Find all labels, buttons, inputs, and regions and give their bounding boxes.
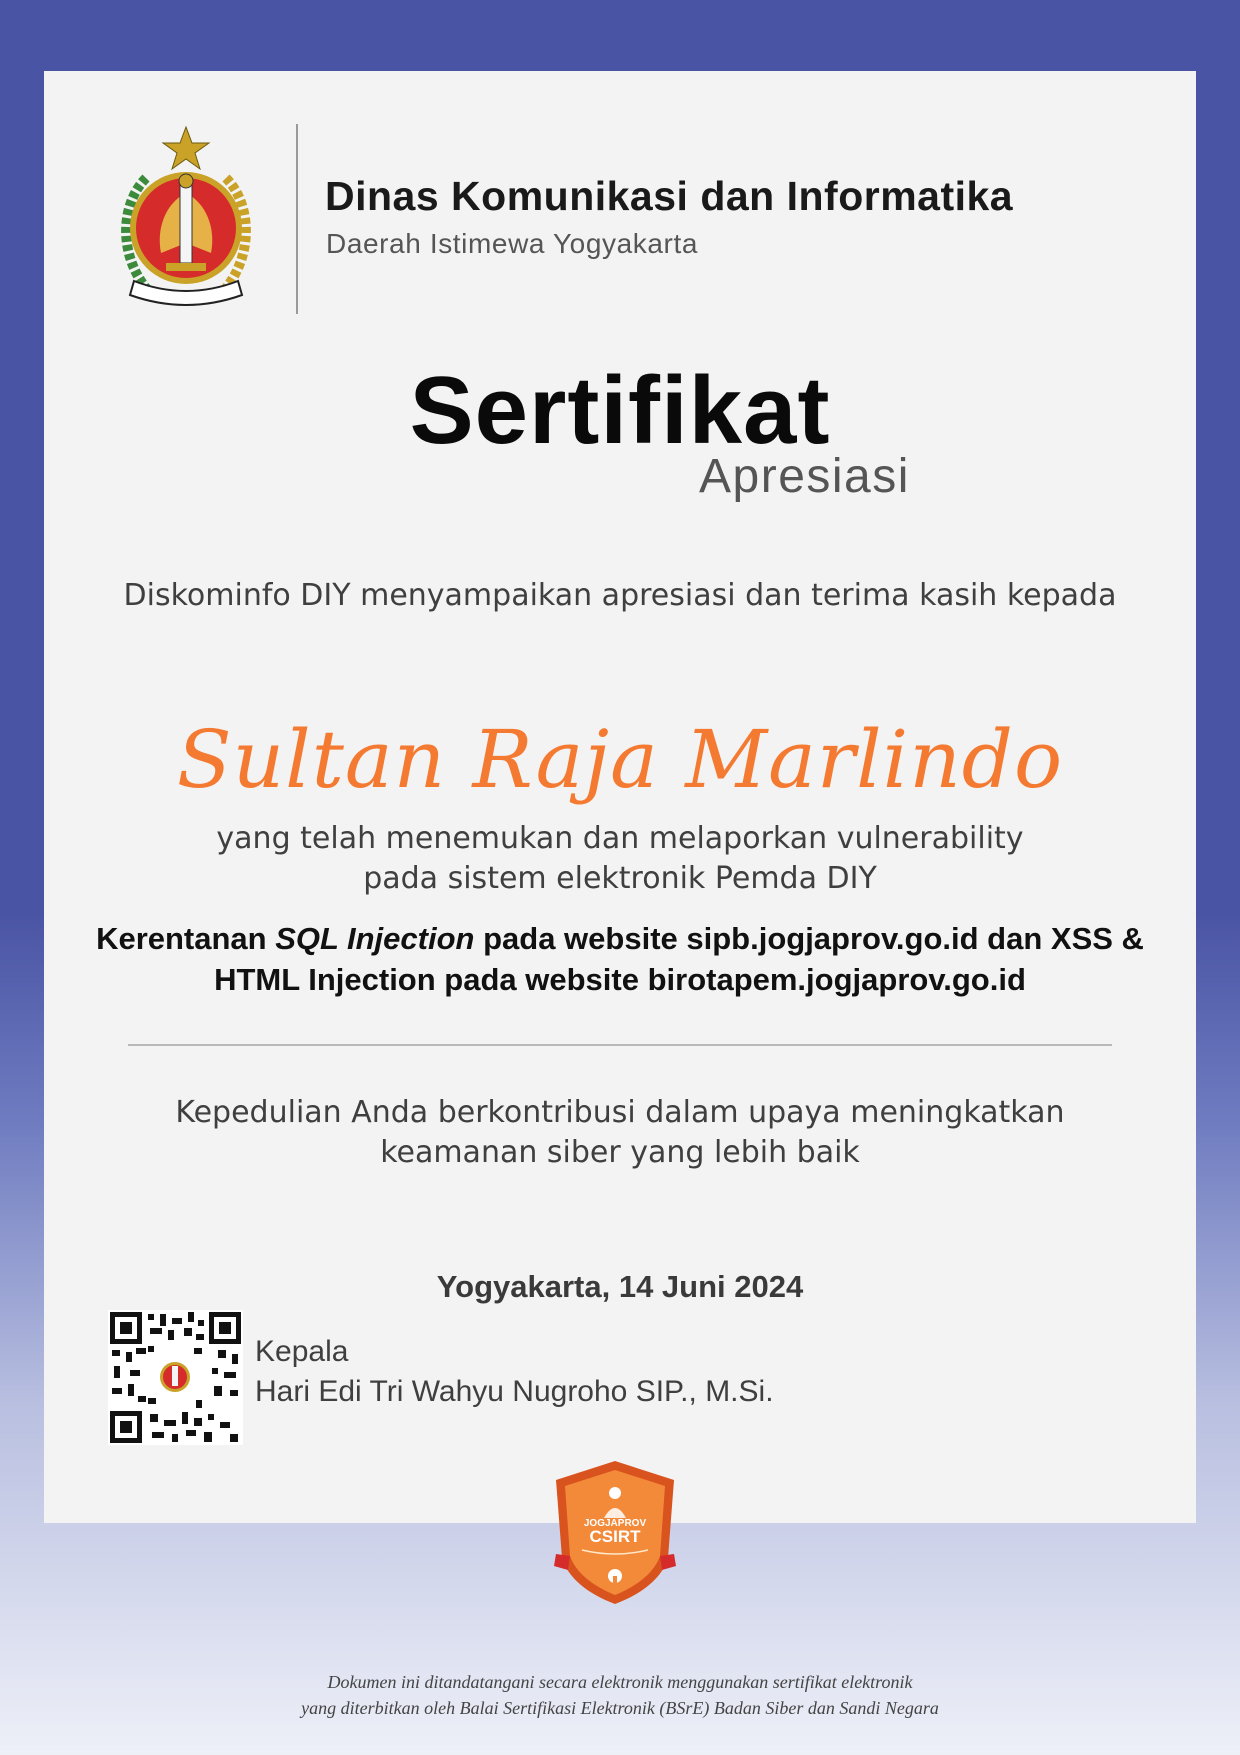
certificate-subtitle: Apresiasi: [699, 450, 910, 503]
csirt-line1: JOGJAPROV: [583, 1518, 647, 1529]
section-divider: [128, 1044, 1112, 1046]
found-text-line2: pada sistem elektronik Pemda DIY: [363, 861, 877, 896]
vuln-text-part3: pada website sipb.jogjaprov.go.id dan XSS & HTML Injection pada website birotapem.jogjaprov.go.id: [214, 921, 1144, 997]
signing-date: Yogyakarta, 14 Juni 2024: [436, 1269, 804, 1304]
recipient-name: Sultan Raja Marlindo: [176, 713, 1064, 806]
qr-code-icon: [108, 1310, 243, 1445]
vuln-text-sqli: SQL Injection: [275, 921, 475, 956]
footer-line1: Dokumen ini ditandatangani secara elektronik menggunakan sertifikat elektronik: [327, 1672, 913, 1692]
certificate-title: Sertifikat: [409, 357, 831, 464]
csirt-shield-icon: [552, 1458, 678, 1606]
org-region: Daerah Istimewa Yogyakarta: [326, 228, 699, 259]
care-text-line1: Kepedulian Anda berkontribusi dalam upaya meningkatkan: [175, 1095, 1065, 1130]
certificate-card: [44, 71, 1196, 1523]
vulnerability-description: [84, 918, 1156, 1000]
header-divider: [296, 124, 298, 314]
vuln-text-part1: Kerentanan: [96, 921, 276, 956]
found-text-line1: yang telah menemukan dan melaporkan vulnerability: [216, 821, 1024, 856]
org-title: Dinas Komunikasi dan Informatika: [325, 173, 1014, 219]
intro-text: Diskominfo DIY menyampaikan apresiasi dan terima kasih kepada: [123, 578, 1117, 613]
footer-line2: yang diterbitkan oleh Balai Sertifikasi Elektronik (BSrE) Badan Siber dan Sandi Negara: [301, 1698, 939, 1718]
signatory-role: Kepala: [255, 1335, 349, 1368]
care-text-line2: keamanan siber yang lebih baik: [380, 1135, 860, 1170]
csirt-line2: CSIRT: [589, 1527, 641, 1546]
signatory-name: Hari Edi Tri Wahyu Nugroho SIP., M.Si.: [255, 1375, 774, 1408]
yogyakarta-emblem-icon: [106, 123, 266, 323]
